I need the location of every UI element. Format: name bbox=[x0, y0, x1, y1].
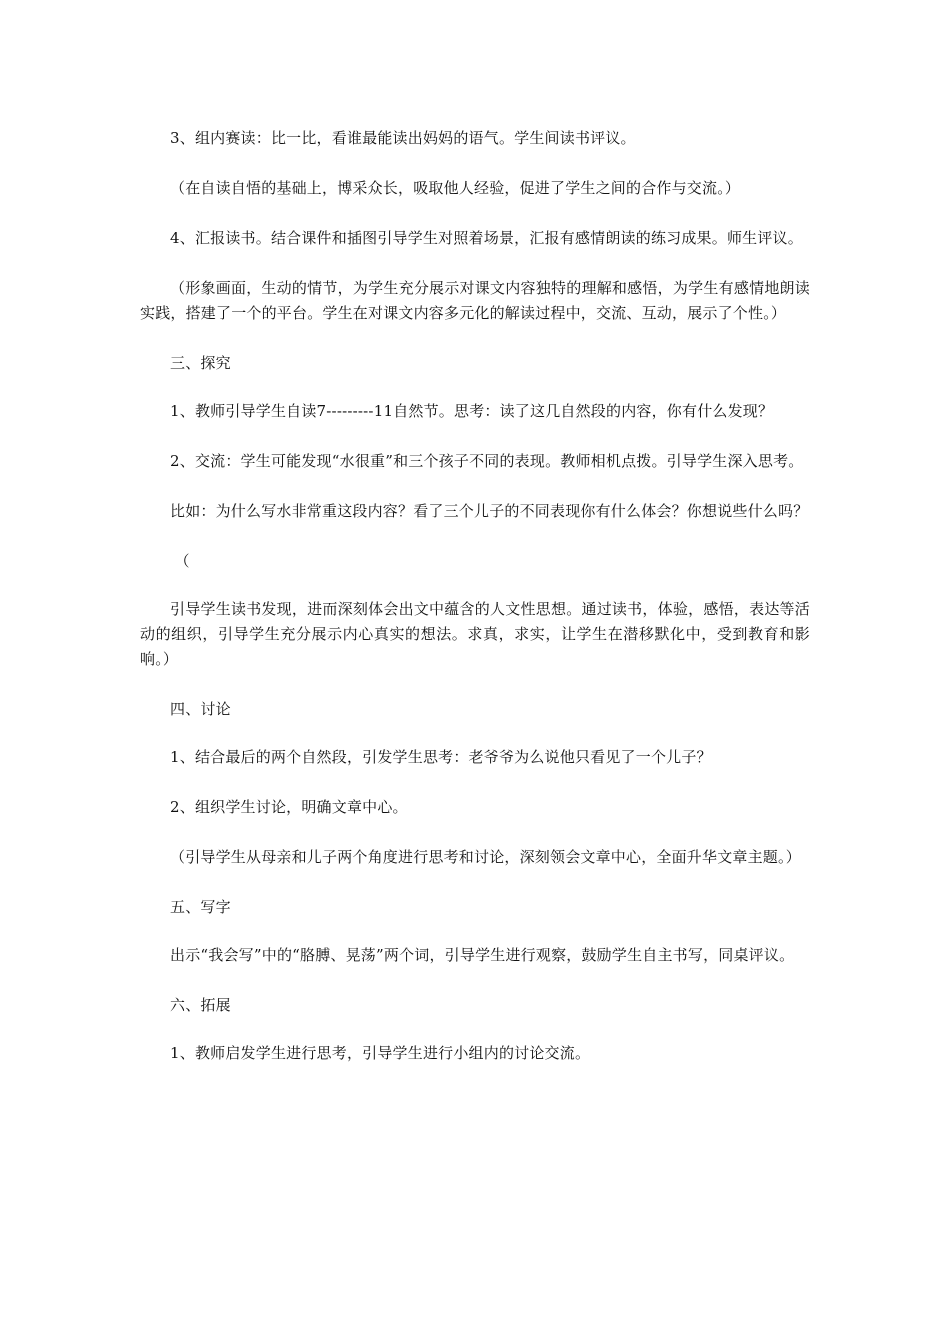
paragraph-self-reading: 1、教师引导学生自读7---------11自然节。思考：读了这几自然段的内容，你有什么发现？ bbox=[170, 402, 774, 420]
paragraph-open-paren: （ bbox=[174, 552, 190, 570]
paragraph-group-discussion: 1、教师启发学生进行思考，引导学生进行小组内的讨论交流。 bbox=[170, 1044, 591, 1062]
paragraph-note-theme: （引导学生从母亲和儿子两个角度进行思考和讨论，深刻领会文章中心，全面升华文章主题。） bbox=[170, 848, 801, 866]
paragraph-last-paragraphs: 1、结合最后的两个自然段，引发学生思考：老爷爷为么说他只看见了一个儿子？ bbox=[170, 748, 712, 766]
paragraph-group-reading: 3、组内赛读：比一比，看谁最能读出妈妈的语气。学生间读书评议。 bbox=[170, 129, 636, 147]
paragraph-example-questions: 比如：为什么写水非常重这段内容？看了三个儿子的不同表现你有什么体会？你想说些什么吗？ bbox=[170, 502, 809, 520]
paragraph-organize-discussion: 2、组织学生讨论，明确文章中心。 bbox=[170, 798, 408, 816]
paragraph-report-reading: 4、汇报读书。结合课件和插图引导学生对照着场景，汇报有感情朗读的练习成果。师生评议。 bbox=[170, 229, 803, 247]
paragraph-note-platform: （形象画面，生动的情节，为学生充分展示对课文内容独特的理解和感悟，为学生有感情地朗读实践，搭建了一个的平台。学生在对课文内容多元化的解读过程中，交流、互动，展示了个性。） bbox=[140, 279, 810, 322]
paragraph-note-cooperation: （在自读自悟的基础上，博采众长，吸取他人经验，促进了学生之间的合作与交流。） bbox=[170, 179, 741, 197]
section-heading-writing: 五、写字 bbox=[170, 898, 231, 916]
paragraph-note-humanistic: 引导学生读书发现，进而深刻体会出文中蕴含的人文性思想。通过读书，体验，感悟，表达等活动的组织，引导学生充分展示内心真实的想法。求真，求实，让学生在潜移默化中，受到教育和影响。） bbox=[140, 600, 810, 668]
section-heading-explore: 三、探究 bbox=[170, 354, 231, 372]
paragraph-writing-words: 出示“我会写”中的“胳膊、晃荡”两个词，引导学生进行观察，鼓励学生自主书写，同桌评议。 bbox=[170, 946, 795, 964]
paragraph-exchange: 2、交流：学生可能发现“水很重”和三个孩子不同的表现。教师相机点拨。引导学生深入思考。 bbox=[170, 452, 804, 470]
section-heading-discuss: 四、讨论 bbox=[170, 700, 231, 718]
section-heading-extension: 六、拓展 bbox=[170, 996, 231, 1014]
